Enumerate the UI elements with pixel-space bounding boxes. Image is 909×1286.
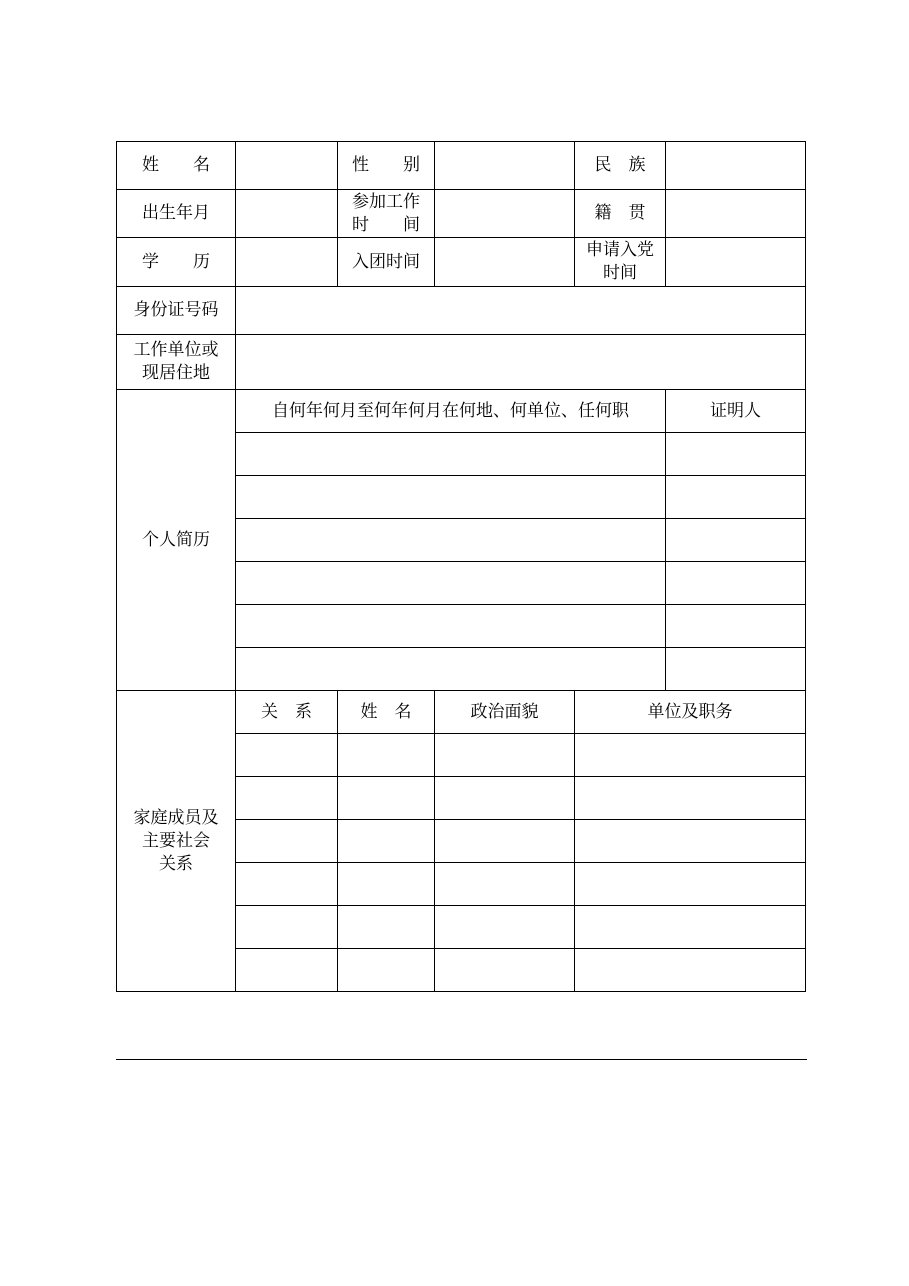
workplace-label bbox=[117, 335, 236, 390]
party-apply-label-line1: 申请入党 bbox=[586, 240, 654, 260]
birth-date-label: 出生年月 bbox=[117, 190, 236, 238]
gender-label: 性 别 bbox=[338, 142, 435, 190]
league-join-label: 入团时间 bbox=[338, 238, 435, 287]
family-name-field[interactable] bbox=[338, 906, 435, 949]
resume-period-field[interactable] bbox=[236, 605, 666, 648]
family-name-field[interactable] bbox=[338, 777, 435, 820]
family-relation-field[interactable] bbox=[236, 906, 338, 949]
resume-period-field[interactable] bbox=[236, 648, 666, 691]
resume-period-field[interactable] bbox=[236, 562, 666, 605]
resume-period-field[interactable] bbox=[236, 476, 666, 519]
resume-witness-field[interactable] bbox=[666, 648, 806, 691]
family-political-status-field[interactable] bbox=[435, 734, 575, 777]
resume-witness-field[interactable] bbox=[666, 519, 806, 562]
family-relation-field[interactable] bbox=[236, 863, 338, 906]
ethnicity-label: 民 族 bbox=[575, 142, 666, 190]
family-section-label-line2: 主要社会 bbox=[142, 830, 210, 851]
resume-witness-field[interactable] bbox=[666, 562, 806, 605]
family-employer-position-field[interactable] bbox=[575, 820, 806, 863]
ethnicity-field[interactable] bbox=[666, 142, 806, 190]
id-number-field[interactable] bbox=[236, 287, 806, 335]
family-relation-field[interactable] bbox=[236, 734, 338, 777]
family-name-field[interactable] bbox=[338, 734, 435, 777]
family-relation-field[interactable] bbox=[236, 820, 338, 863]
family-political-status-field[interactable] bbox=[435, 820, 575, 863]
gender-field[interactable] bbox=[435, 142, 575, 190]
resume-period-field[interactable] bbox=[236, 519, 666, 562]
workplace-label-line2: 现居住地 bbox=[142, 363, 210, 383]
workplace-label-line1: 工作单位或 bbox=[133, 340, 219, 360]
family-employer-position-field[interactable] bbox=[575, 949, 806, 992]
resume-witness-field[interactable] bbox=[666, 605, 806, 648]
family-employer-position-field[interactable] bbox=[575, 734, 806, 777]
family-section-label-line3: 关系 bbox=[159, 853, 193, 874]
family-employer-position-field[interactable] bbox=[575, 906, 806, 949]
family-political-status-field[interactable] bbox=[435, 906, 575, 949]
family-name-field[interactable] bbox=[338, 820, 435, 863]
family-political-status-field[interactable] bbox=[435, 863, 575, 906]
bottom-divider bbox=[116, 1059, 807, 1060]
work-start-label-line1: 参加工作 bbox=[352, 191, 420, 212]
personal-info-form bbox=[116, 141, 806, 992]
family-relation-header: 关 系 bbox=[236, 691, 338, 734]
resume-period-field[interactable] bbox=[236, 433, 666, 476]
native-place-field[interactable] bbox=[666, 190, 806, 238]
league-join-field[interactable] bbox=[435, 238, 575, 287]
family-employer-position-field[interactable] bbox=[575, 863, 806, 906]
family-political-status-field[interactable] bbox=[435, 777, 575, 820]
education-label: 学 历 bbox=[117, 238, 236, 287]
resume-witness-header: 证明人 bbox=[666, 390, 806, 433]
family-name-header: 姓 名 bbox=[338, 691, 435, 734]
workplace-field[interactable] bbox=[236, 335, 806, 390]
family-employer-position-header: 单位及职务 bbox=[575, 691, 806, 734]
family-name-field[interactable] bbox=[338, 949, 435, 992]
family-employer-position-field[interactable] bbox=[575, 777, 806, 820]
work-start-label bbox=[338, 190, 435, 238]
family-section-label bbox=[117, 691, 236, 992]
work-start-field[interactable] bbox=[435, 190, 575, 238]
resume-period-header: 自何年何月至何年何月在何地、何单位、任何职 bbox=[236, 390, 666, 433]
party-apply-label bbox=[575, 238, 666, 287]
name-field[interactable] bbox=[236, 142, 338, 190]
name-label: 姓 名 bbox=[117, 142, 236, 190]
family-relation-field[interactable] bbox=[236, 777, 338, 820]
family-name-field[interactable] bbox=[338, 863, 435, 906]
family-political-status-header: 政治面貌 bbox=[435, 691, 575, 734]
resume-witness-field[interactable] bbox=[666, 433, 806, 476]
family-political-status-field[interactable] bbox=[435, 949, 575, 992]
party-apply-field[interactable] bbox=[666, 238, 806, 287]
education-field[interactable] bbox=[236, 238, 338, 287]
resume-witness-field[interactable] bbox=[666, 476, 806, 519]
native-place-label: 籍 贯 bbox=[575, 190, 666, 238]
id-number-label: 身份证号码 bbox=[117, 287, 236, 335]
resume-section-label: 个人简历 bbox=[117, 390, 236, 691]
family-section-label-line1: 家庭成员及 bbox=[133, 807, 219, 828]
party-apply-label-line2: 时间 bbox=[603, 263, 637, 283]
birth-date-field[interactable] bbox=[236, 190, 338, 238]
work-start-label-line2: 时 间 bbox=[352, 214, 420, 235]
family-relation-field[interactable] bbox=[236, 949, 338, 992]
